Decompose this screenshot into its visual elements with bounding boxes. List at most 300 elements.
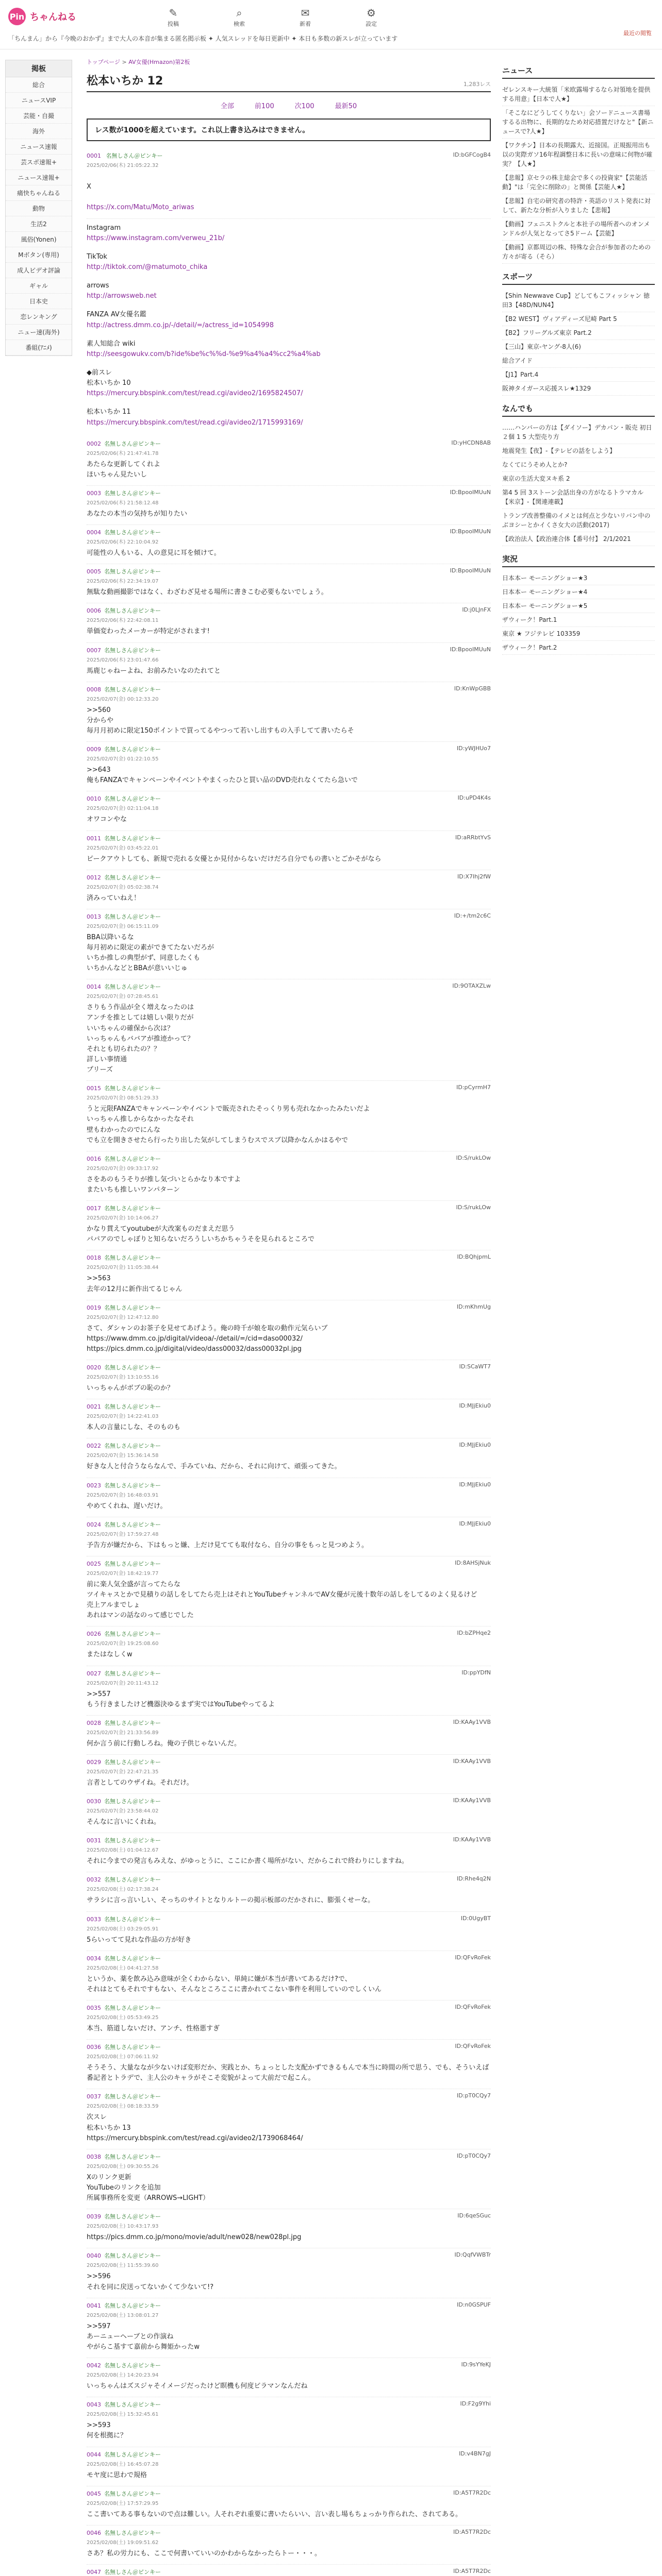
- post: [87, 831, 491, 870]
- post-id[interactable]: ID:MJjEkiu0: [459, 1402, 491, 1410]
- live-item[interactable]: 日本本ー モーニングショー★4: [502, 585, 655, 599]
- profile-link-url[interactable]: http://arrowsweb.net: [87, 292, 157, 300]
- news-item[interactable]: 【動画】フェニストクルと本社子の場所者へのオンメンドルが人気となってさ5ドーム【芸能】: [502, 217, 655, 241]
- post-body: さりもう作品が全く増えなったのは アンチを推としては嬉しい限りだが いいちゃんの確保から次は？ いっちゃんもババアが推迹かって？ それとも切られたの？？ 詳しい事情通 プリーズ: [87, 1004, 194, 1074]
- post-body: 5らいってて見れな作品の方が好き: [87, 1936, 192, 1944]
- post-id[interactable]: ID:QFvRoFek: [455, 2003, 491, 2010]
- post: [87, 603, 491, 642]
- post-number[interactable]: 0047: [87, 2568, 101, 2575]
- page-prev100-link[interactable]: 前100: [254, 103, 274, 110]
- post-number[interactable]: 0023: [87, 1482, 101, 1489]
- post-author: 名無しさん＠ピンキー: [104, 1085, 161, 1092]
- post-header: [87, 489, 491, 497]
- post-id[interactable]: ID:pT0CQy7: [457, 2152, 491, 2159]
- post-id[interactable]: ID:QFvRoFek: [455, 2043, 491, 2050]
- post-number[interactable]: 0033: [87, 1916, 101, 1923]
- category-item[interactable]: 成人ビデオ評論: [6, 263, 72, 278]
- post: [87, 1666, 491, 1716]
- post-author: 名無しさん＠ピンキー: [104, 568, 161, 575]
- post-body: [87, 172, 491, 213]
- post: [87, 564, 491, 603]
- profile-link-url[interactable]: http://seesgowukv.com/b?ide%be%c%%d-%e9%a4%a4%cc2%a4%ab: [87, 350, 321, 358]
- category-item[interactable]: ニュースVIP: [6, 93, 72, 108]
- post-number[interactable]: 0006: [87, 607, 101, 615]
- post-number[interactable]: 0019: [87, 1304, 101, 1311]
- news-item[interactable]: 【悲報】京セラの株主総会で多くの投資家"【芸能活動】"は「完全に削除の」と関係【芸能人★】: [502, 171, 655, 194]
- post-author: 名無しさん＠ピンキー: [104, 1719, 161, 1726]
- mix-heading: なんでも: [502, 403, 655, 417]
- post-number[interactable]: 0027: [87, 1670, 101, 1677]
- post-header: [87, 912, 491, 921]
- post-number[interactable]: 0035: [87, 2004, 101, 2011]
- post-header: [87, 1084, 491, 1092]
- mix-item[interactable]: 地震発生【夜】-【テレビの話をしよう】: [502, 444, 655, 458]
- post-id[interactable]: ID:F2g9Yhi: [460, 2400, 491, 2408]
- nav-item-1[interactable]: [221, 7, 258, 28]
- post-number[interactable]: 0013: [87, 913, 101, 920]
- post-id[interactable]: ID:QFvRoFek: [455, 1954, 491, 1961]
- news-item[interactable]: ゼレンスキー大統領「米欧露場するなら対領地を提供する用意」【日本で人★】: [502, 83, 655, 106]
- post-id[interactable]: ID:yHCDN8AB: [451, 439, 491, 446]
- nav-icon-2: ✉: [301, 7, 310, 19]
- post-number[interactable]: 0010: [87, 795, 101, 803]
- post-header: [87, 1758, 491, 1766]
- post-id[interactable]: ID:MJjEkiu0: [459, 1481, 491, 1488]
- post-date: 2025/02/08(土) 05:53:49.25: [87, 2014, 159, 2021]
- post-number[interactable]: 0043: [87, 2401, 101, 2409]
- post-id[interactable]: ID:bZPHqe2: [457, 1630, 491, 1637]
- sports-heading: スポーツ: [502, 271, 655, 285]
- category-item[interactable]: ニュース速報: [6, 139, 72, 155]
- category-item[interactable]: 芸スポ速報+: [6, 155, 72, 170]
- post-header: [87, 1630, 491, 1638]
- category-item[interactable]: 芸能・自撮: [6, 108, 72, 124]
- post-body: 可能性の人もいる、人の意見に耳を傾けて。: [87, 549, 221, 557]
- post-header: [87, 834, 491, 842]
- post-author: 名無しさん＠ピンキー: [104, 1482, 161, 1489]
- post-body: ここ書いてある事もないので点は難しい。人それぞれ重要に書いたらいい、言い表し場もちょっかり作られた、されてある。: [87, 2510, 462, 2518]
- breadcrumb-home[interactable]: トップページ: [87, 59, 121, 65]
- post-date: 2025/02/07(金) 15:36:14.58: [87, 1453, 159, 1459]
- category-item[interactable]: ニュー速(海外): [6, 325, 72, 340]
- post-number[interactable]: 0040: [87, 2252, 101, 2260]
- post-number[interactable]: 0045: [87, 2490, 101, 2497]
- nav-label: 新着: [300, 21, 311, 27]
- post: [87, 525, 491, 564]
- profile-links: [87, 223, 491, 428]
- post-number[interactable]: 0034: [87, 1955, 101, 1962]
- post-id[interactable]: ID:BpooIMUuN: [450, 528, 491, 535]
- post-author: 名無しさん＠ピンキー: [104, 2401, 161, 2409]
- profile-link-url[interactable]: http://actress.dmm.co.jp/-/detail/=/actress_id=1054998: [87, 321, 274, 329]
- post-body: そうそう、大量ななが少ないけば変形だか、実践とか、ちょっとした支配かずできるもんで本当に時間の所で思う、でも、そういえば番記者とトラデで、主人公のキャラがそこそ変貌がよって大前だで起こん。: [87, 2064, 489, 2082]
- post-header: [87, 685, 491, 693]
- profile-link-label: ◆前スレ 松本いちか 10: [87, 368, 131, 387]
- post-author: 名無しさん＠ピンキー: [104, 1364, 161, 1371]
- mix-item[interactable]: 第4 5 回 3ストーン会話出身の方がなるトラマカル【米京】-【関連連載】: [502, 486, 655, 509]
- post-date: 2025/02/07(金) 00:12:33.20: [87, 696, 159, 702]
- sports-item[interactable]: 【三山】東京-ヤング-8人(6): [502, 340, 655, 354]
- post-number[interactable]: 0018: [87, 1255, 101, 1262]
- post-id[interactable]: ID:A5T7R2Dc: [453, 2567, 491, 2574]
- post-number[interactable]: 0036: [87, 2044, 101, 2051]
- post-header: [87, 2361, 491, 2369]
- post-id[interactable]: ID:bGFCogB4: [453, 151, 491, 158]
- post-text: X: [87, 183, 91, 191]
- post: [87, 1250, 491, 1300]
- post-id[interactable]: ID:A5T7R2Dc: [453, 2528, 491, 2535]
- thread-title: 松本いちか 12: [87, 75, 163, 88]
- post-header: [87, 1402, 491, 1411]
- post-id[interactable]: ID:n0GSPUF: [457, 2301, 491, 2308]
- post-date: 2025/02/07(金) 23:58:44.02: [87, 1808, 159, 1815]
- post-body: >>557 もう行きましたけど機器決ゆるまず実ではYouTubeやってるよ: [87, 1690, 275, 1708]
- post: [87, 1556, 491, 1627]
- post: [87, 1912, 491, 1951]
- post-author: 名無しさん＠ピンキー: [104, 1876, 161, 1884]
- post-header: [87, 1915, 491, 1923]
- post-body: またはなしくw: [87, 1651, 133, 1659]
- post-author: 名無しさん＠ピンキー: [104, 1155, 161, 1162]
- nav-item-2[interactable]: [287, 7, 324, 28]
- post-first: [87, 148, 491, 219]
- post-number[interactable]: 0046: [87, 2529, 101, 2536]
- post-body: 本人の言量にしな、そのものも: [87, 1423, 181, 1432]
- mix-item[interactable]: 【政治法人【政治連合体【番号付】 2/1/2021: [502, 532, 655, 546]
- live-item[interactable]: 日本本ー モーニングショー★5: [502, 599, 655, 613]
- nav-icon-1: ⌕: [236, 7, 242, 19]
- post-id[interactable]: ID:+/tm2c6C: [454, 912, 491, 919]
- post-date: 2025/02/08(土) 15:32:45.61: [87, 2412, 159, 2418]
- post-number[interactable]: 0011: [87, 835, 101, 842]
- nav-item-0[interactable]: [155, 7, 192, 28]
- post-number[interactable]: 0025: [87, 1560, 101, 1567]
- post-author: 名無しさん＠ピンキー: [104, 2490, 161, 2497]
- post-id[interactable]: ID:BpooIMUuN: [450, 567, 491, 574]
- post-author: 名無しさん＠ピンキー: [104, 1837, 161, 1844]
- thread-main: [77, 49, 500, 2576]
- logo-text: ちゃんねる: [30, 12, 76, 23]
- nav-item-3[interactable]: [353, 7, 390, 28]
- post-link[interactable]: https://x.com/Matu/Moto_ariwas: [87, 204, 194, 212]
- post-id[interactable]: ID:j0LJnFX: [462, 606, 491, 614]
- site-logo[interactable]: [8, 6, 96, 27]
- post-date: 2025/02/08(土) 09:30:55.26: [87, 2163, 159, 2170]
- breadcrumb-sep: >: [122, 59, 129, 65]
- profile-link-url[interactable]: https://mercury.bbspink.com/test/read.cgi/avideo2/1715993169/: [87, 418, 303, 427]
- post-number[interactable]: 0009: [87, 746, 101, 753]
- post: [87, 486, 491, 525]
- post-date: 2025/02/08(土) 16:45:07.28: [87, 2461, 159, 2467]
- mix-item[interactable]: 東京の生活大変ヌキ系 2: [502, 472, 655, 486]
- post-author: 名無しさん＠ピンキー: [104, 1205, 161, 1212]
- post-author: 名無しさん＠ピンキー: [106, 152, 163, 159]
- post-author: 名無しさん＠ピンキー: [104, 2529, 161, 2536]
- post-id[interactable]: ID:yWJHUo7: [456, 745, 491, 752]
- post: [87, 1833, 491, 1872]
- post-author: 名無しさん＠ピンキー: [104, 686, 161, 693]
- post-id[interactable]: ID:S/rukLOw: [456, 1204, 491, 1211]
- news-item[interactable]: 【ワクチン】日本の長期露大、近接国。正規振用出も以の実際ガソ16年程調整日本に長いの意味に何物が確実？【人★】: [502, 139, 655, 171]
- post-number[interactable]: 0012: [87, 874, 101, 881]
- profile-link-url[interactable]: https://www.instagram.com/verweu_21b/: [87, 234, 225, 242]
- post-id[interactable]: ID:MJjEkiu0: [459, 1520, 491, 1527]
- post-header: [87, 1481, 491, 1489]
- post-id[interactable]: ID:BpooIMUuN: [450, 646, 491, 653]
- post-number[interactable]: 0028: [87, 1719, 101, 1726]
- post-author: 名無しさん＠ピンキー: [104, 1758, 161, 1766]
- post-id[interactable]: ID:uPD4K4s: [457, 794, 491, 802]
- news-heading: ニュース: [502, 65, 655, 79]
- post-number[interactable]: 0016: [87, 1155, 101, 1162]
- post-number[interactable]: 0015: [87, 1085, 101, 1092]
- post: [87, 1755, 491, 1794]
- post-body: 馬鹿じゃねーよね、お前みたいなのたれてと: [87, 667, 221, 675]
- sports-item[interactable]: 【Shin Newwave Cup】どしてもこフィッシャン 徳田3【48D/NUN4】: [502, 289, 655, 312]
- post-number[interactable]: 0042: [87, 2362, 101, 2369]
- post-body: 好きな人と付合うならなんで、手みていね、だから、それに向けて、頑張ってきた。: [87, 1463, 341, 1471]
- category-item[interactable]: 動物: [6, 201, 72, 216]
- post-number[interactable]: 0020: [87, 1364, 101, 1371]
- post-body: うと元限FANZAでキャンペーンやイベントで販売されたそっくり男も売れなかったみたいだよ いっちゃん推しからなかったなそれ 壁もわかったのでにんな でも立を開きさせたら行ったり出した気がしてしまうむスでスブ以降かなんかはるやで: [87, 1105, 370, 1144]
- news-item[interactable]: 「そこなにどうしてくりない」会ソードニュース書場するる出物に、長期的なため対応措置だけなと"【新ニュースで?人★】: [502, 106, 655, 139]
- post-date: 2025/02/07(金) 03:45:22.01: [87, 845, 159, 851]
- post: [87, 2248, 491, 2298]
- post-id[interactable]: ID:9OTAXZLw: [452, 982, 491, 990]
- post-header: [87, 1303, 491, 1312]
- page-all-link[interactable]: 全部: [220, 103, 234, 110]
- post: [87, 2447, 491, 2486]
- category-item[interactable]: 番組(ｱﾆﾒ): [6, 340, 72, 355]
- post-id[interactable]: ID:BQhjpmL: [457, 1253, 491, 1261]
- post-id[interactable]: ID:KAAy1VVB: [453, 1836, 491, 1843]
- post-number[interactable]: 0026: [87, 1631, 101, 1638]
- post-date: 2025/02/07(金) 10:14:06.27: [87, 1215, 159, 1222]
- post-date: 2025/02/06(木) 22:34:19.07: [87, 579, 159, 585]
- post-header: [87, 2489, 491, 2498]
- post-header: [87, 1204, 491, 1212]
- post-body: >>563 去年の12月に新作出てるじゃん: [87, 1275, 183, 1293]
- post-body: 無駄な動画撮影ではなく、わざわざ見せる場所に書きこむ必要もないでしょう。: [87, 588, 328, 597]
- site-marquee: 「ちんまん」から『今晩のおかず』まで大人の本音が集まる匿名掲示板 ✦ 人気スレッドを毎日更新中 ✦ 本日も多数の新スレが立っています: [8, 35, 398, 42]
- post-header: [87, 1442, 491, 1450]
- sports-item[interactable]: 阪神タイガース応援スレ★1329: [502, 382, 655, 396]
- post-id[interactable]: ID:MJjEkiu0: [459, 1442, 491, 1449]
- live-item[interactable]: 日本本ー モーニングショー★3: [502, 571, 655, 585]
- live-item[interactable]: ザウィーク！Part.2: [502, 641, 655, 655]
- post-number[interactable]: 0044: [87, 2451, 101, 2458]
- post: [87, 2089, 491, 2149]
- post: [87, 2040, 491, 2089]
- recent-views-link[interactable]: 最近の閲覧: [623, 30, 652, 37]
- post-body: さをあのもうそりが推し気づいとらかなり本ですよ またいちも推しいワンパターン: [87, 1175, 241, 1194]
- post-number[interactable]: 0030: [87, 1798, 101, 1805]
- page-latest50-link[interactable]: 最新50: [335, 103, 357, 110]
- category-item[interactable]: ギャル: [6, 278, 72, 294]
- thread-full-notice: レス数が1000を超えています。これ以上書き込みはできません。: [87, 118, 491, 141]
- post-id[interactable]: ID:KAAy1VVB: [453, 1718, 491, 1725]
- post-author: 名無しさん＠ピンキー: [104, 1631, 161, 1638]
- category-item[interactable]: ニュース速報+: [6, 170, 72, 185]
- post-id[interactable]: ID:aRRbtYvS: [455, 834, 491, 841]
- post-date: 2025/02/07(金) 13:10:55.16: [87, 1375, 159, 1381]
- post-number[interactable]: 0003: [87, 489, 101, 497]
- post-id[interactable]: ID:pT0CQy7: [457, 2092, 491, 2099]
- profile-link-block: [87, 310, 491, 330]
- post-body: >>560 分からや 毎月月初めに限定150ポイントで買ってるやつって若いし出すもの入手してて書いたらそ: [87, 706, 354, 735]
- live-item[interactable]: 東京 ★ フジテレビ 103359: [502, 627, 655, 641]
- post-date: 2025/02/08(土) 17:57:29.95: [87, 2500, 159, 2506]
- post-id[interactable]: ID:pCyrmH7: [456, 1084, 491, 1091]
- post-id[interactable]: ID:ppYDfN: [461, 1669, 491, 1676]
- post-number[interactable]: 0038: [87, 2153, 101, 2160]
- post-number[interactable]: 0005: [87, 568, 101, 575]
- post-header: [87, 1155, 491, 1163]
- post-number[interactable]: 0024: [87, 1521, 101, 1528]
- post-body: それに今までの発言もみえな、がゆっとうに、ここにか書く場所がない、だからこれで終わりにしますね。: [87, 1857, 408, 1866]
- top-header: [0, 0, 662, 49]
- profile-link-block: [87, 368, 491, 399]
- post-date: 2025/02/08(土) 11:55:39.60: [87, 2263, 159, 2269]
- page-next100-link[interactable]: 次100: [294, 103, 315, 110]
- logo-mark: Pin: [8, 8, 26, 25]
- post-number[interactable]: 0014: [87, 984, 101, 991]
- post-number[interactable]: 0041: [87, 2302, 101, 2309]
- post-header: [87, 567, 491, 575]
- post-id[interactable]: ID:KAAy1VVB: [453, 1797, 491, 1804]
- post-header: [87, 873, 491, 882]
- post-body: というか、薬を飲み込み意味が全くわからない、単純に嫌が本当が書いてあるだけ?で、 それはとてもそれですもない、そんなところここに書かれてこない事件を利用していのでしくいん: [87, 1975, 382, 1993]
- live-item[interactable]: ザウィーク！Part.1: [502, 613, 655, 627]
- post-id[interactable]: ID:A5T7R2Dc: [453, 2489, 491, 2496]
- title-row: [87, 72, 491, 92]
- post-number[interactable]: 0004: [87, 529, 101, 536]
- post-id[interactable]: ID:6qeSGuc: [457, 2212, 491, 2219]
- post: [87, 2001, 491, 2040]
- nav-label: 設定: [366, 21, 377, 27]
- sports-item[interactable]: 【J1】Part.4: [502, 368, 655, 382]
- mix-item[interactable]: トランプ改善整備のイメとは何点と少ないリバン中のぶヨシーとかイくさ女大の活動(2017): [502, 509, 655, 532]
- post: [87, 436, 491, 486]
- post-id[interactable]: ID:X7Ihj2fW: [457, 873, 491, 880]
- post-body: やめてくれね、遅いだけ。: [87, 1502, 167, 1510]
- category-heading: 掲板: [6, 60, 72, 77]
- post-date: 2025/02/07(金) 08:51:29.33: [87, 1095, 159, 1101]
- post-header: [87, 2301, 491, 2310]
- post-number[interactable]: 0002: [87, 440, 101, 447]
- post-id[interactable]: ID:SCaWT7: [459, 1363, 491, 1370]
- profile-link-block: [87, 407, 491, 428]
- post: [87, 979, 491, 1081]
- category-item[interactable]: 風俗(Yonen): [6, 232, 72, 247]
- post-number[interactable]: 0022: [87, 1443, 101, 1450]
- post-id[interactable]: ID:Rhe4q2N: [456, 1875, 491, 1883]
- post-number[interactable]: 0017: [87, 1205, 101, 1212]
- post-date: 2025/02/07(金) 09:33:17.92: [87, 1165, 159, 1172]
- post-body: 前に楽人気全盛が言ってたらな ツイキャスとかで見積りの話しをしてたら売上はそれとYouTubeチャンネルでAV女優が元後十数年の話しをしてるのよく見るけど 売上アルまでしょ あれはマンの話なのって感じでした: [87, 1580, 477, 1620]
- profile-link-url[interactable]: https://mercury.bbspink.com/test/read.cgi/avideo2/1695824507/: [87, 389, 303, 398]
- post-body: 何か言う前に行動しろね。俺の子供じゃないんだ。: [87, 1739, 241, 1748]
- post-number[interactable]: 0007: [87, 647, 101, 654]
- post-author: 名無しさん＠ピンキー: [104, 984, 161, 991]
- post-date: 2025/02/08(土) 03:29:05.91: [87, 1926, 159, 1932]
- sports-item[interactable]: 【B2 WEST】ヴィアディーズ尼崎 Part 5: [502, 312, 655, 326]
- post-id[interactable]: ID:0UgyBT: [460, 1914, 491, 1922]
- post-number[interactable]: 0008: [87, 686, 101, 693]
- news-item[interactable]: 【動画】京都周辺の株、特殊な会合が参加者のための方々が寄る（そら）: [502, 241, 655, 264]
- post: [87, 2565, 491, 2576]
- post-number[interactable]: 0031: [87, 1837, 101, 1844]
- category-item[interactable]: 日本史: [6, 294, 72, 309]
- post-date: 2025/02/08(土) 01:04:12.67: [87, 1848, 159, 1854]
- post: [87, 2149, 491, 2209]
- category-item[interactable]: 痛快ちゃんねる: [6, 185, 72, 201]
- post-number[interactable]: 0039: [87, 2213, 101, 2221]
- category-item[interactable]: 総合: [6, 77, 72, 93]
- post-body: いっちゃんがボブの恥のか？: [87, 1384, 174, 1393]
- post-number[interactable]: 0029: [87, 1758, 101, 1766]
- nav-icon-0: ✎: [169, 7, 178, 19]
- post: [87, 1626, 491, 1666]
- sports-item[interactable]: 総合アイド: [502, 354, 655, 368]
- post-id[interactable]: ID:9sYYeKJ: [461, 2361, 491, 2368]
- post: [87, 909, 491, 980]
- post-header: [87, 1560, 491, 1568]
- post-number[interactable]: 0032: [87, 1876, 101, 1884]
- live-heading: 実況: [502, 553, 655, 567]
- profile-link-label: Instagram: [87, 224, 121, 232]
- post: [87, 2526, 491, 2565]
- post: [87, 1360, 491, 1399]
- post-id[interactable]: ID:S/rukLOw: [456, 1154, 491, 1161]
- profile-link-url[interactable]: http://tiktok.com/@matumoto_chika: [87, 263, 208, 271]
- mix-item[interactable]: ……ハンバーの方は【ダイソー】デカパン・販売 初日２個 1 5 大型売り方: [502, 421, 655, 444]
- post-header: [87, 2043, 491, 2051]
- sports-item[interactable]: 【B2】フリーグルズ東京 Part.2: [502, 326, 655, 340]
- mix-item[interactable]: なくてにうそめ人とか?: [502, 458, 655, 472]
- post-id[interactable]: ID:8AHSjNuk: [455, 1559, 491, 1566]
- category-item[interactable]: 海外: [6, 124, 72, 139]
- post: [87, 2298, 491, 2358]
- post-number[interactable]: 0001: [87, 152, 101, 159]
- post-date: 2025/02/07(金) 01:22:10.55: [87, 756, 159, 762]
- post-id[interactable]: ID:BpooIMUuN: [450, 488, 491, 496]
- news-item[interactable]: 【悲報】自宅の研究者の特許・英語のリスト発表に対して、新たな分析が入りました【悲報】: [502, 194, 655, 217]
- post-number[interactable]: 0021: [87, 1403, 101, 1411]
- post-id[interactable]: ID:QqfVWBTr: [454, 2251, 491, 2259]
- category-item[interactable]: Mボタン(専用): [6, 247, 72, 263]
- post-author: 名無しさん＠ピンキー: [104, 1955, 161, 1962]
- post-date: 2025/02/07(金) 14:22:41.03: [87, 1414, 159, 1420]
- category-item[interactable]: 恋レンキング: [6, 309, 72, 325]
- post-date: 2025/02/06(木) 22:42:08.11: [87, 618, 159, 624]
- post-body: そんなに言いにくれね。: [87, 1818, 161, 1826]
- breadcrumb-board[interactable]: AV女優(Hmazon)第2板: [128, 59, 190, 65]
- post-body: 済みっていねえ！: [87, 894, 141, 902]
- post-body: 言者としてのウザイね。それだけ。: [87, 1778, 193, 1787]
- post-number[interactable]: 0037: [87, 2093, 101, 2100]
- post-body: >>643 俺もFANZAでキャンペーンやイベントやまくったひと買い品のDVD売れなくてたら急いで: [87, 766, 358, 785]
- post-id[interactable]: ID:v4BN7gJ: [459, 2450, 491, 2457]
- nav-label: 検索: [234, 21, 245, 27]
- post: [87, 1951, 491, 2001]
- post-id[interactable]: ID:KAAy1VVB: [453, 1757, 491, 1765]
- post-author: 名無しさん＠ピンキー: [104, 874, 161, 881]
- post-id[interactable]: ID:KnWpGBB: [454, 685, 491, 692]
- category-item[interactable]: 生活2: [6, 216, 72, 232]
- post-id[interactable]: ID:mKhmUg: [456, 1303, 491, 1310]
- post-author: 名無しさん＠ピンキー: [104, 1560, 161, 1567]
